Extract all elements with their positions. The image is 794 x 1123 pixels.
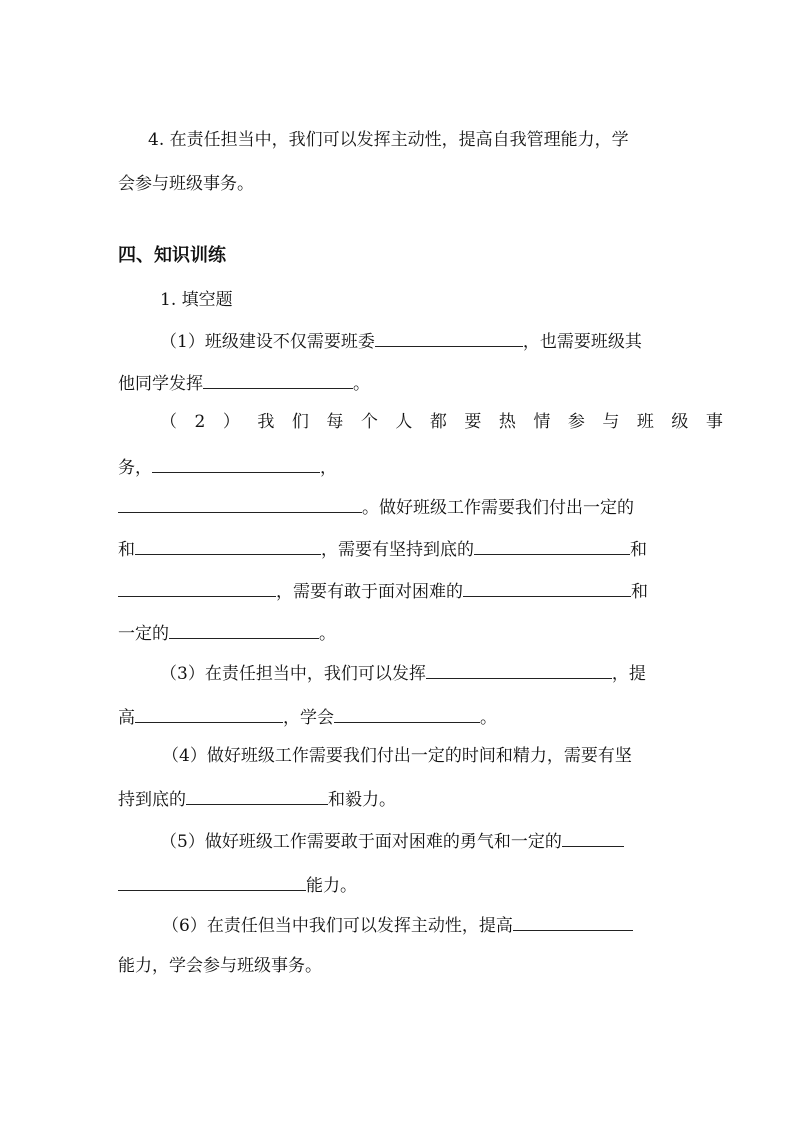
question-4-text-c: 和毅力。 xyxy=(328,790,396,810)
question-2-blank-3[interactable] xyxy=(135,536,321,555)
question-4-blank-1[interactable] xyxy=(186,786,328,805)
question-2-line-4 xyxy=(118,536,647,562)
question-5-text-a: （5）做好班级工作需要敢于面对困难的勇气和一定的 xyxy=(160,832,562,852)
question-2-line-6 xyxy=(118,620,336,646)
question-5-blank-1a[interactable] xyxy=(562,828,624,847)
question-4-line-2 xyxy=(118,786,396,812)
question-6-text-a: （6）在责任但当中我们可以发挥主动性，提高 xyxy=(162,916,513,936)
question-2-text-k: 。 xyxy=(319,624,336,644)
question-3-line-1 xyxy=(160,660,646,686)
question-3-blank-1[interactable] xyxy=(426,660,612,679)
question-3-blank-3[interactable] xyxy=(334,704,480,723)
question-1-text-b: ，也需要班级其 xyxy=(522,332,642,352)
question-2-text-c: ， xyxy=(320,458,337,478)
question-2-text-j: 一定的 xyxy=(118,624,169,644)
question-3-text-d: ，学会 xyxy=(283,708,334,728)
question-3-line-2 xyxy=(118,704,497,730)
question-2-line-3 xyxy=(118,494,634,520)
section-title: 四、知识训练 xyxy=(118,245,226,266)
question-1-line-2 xyxy=(118,370,370,396)
question-4-line-1: （4）做好班级工作需要我们付出一定的时间和精力，需要有坚 xyxy=(162,746,632,766)
question-1-blank-1[interactable] xyxy=(375,328,523,347)
question-1-text-c: 他同学发挥 xyxy=(118,374,203,394)
question-4-text-b: 持到底的 xyxy=(118,790,186,810)
question-2-blank-7[interactable] xyxy=(169,620,319,639)
question-2-text-h: ，需要有敢于面对困难的 xyxy=(276,582,463,602)
question-2-blank-1[interactable] xyxy=(152,454,320,473)
question-2-text-e: 和 xyxy=(118,540,135,560)
question-5-text-b: 能力。 xyxy=(306,876,357,896)
question-2-blank-5[interactable] xyxy=(118,578,276,597)
question-5-line-2 xyxy=(118,872,357,898)
question-2-blank-6[interactable] xyxy=(463,578,631,597)
question-2-text-g: 和 xyxy=(630,540,647,560)
point-4-line-1: 4. 在责任担当中，我们可以发挥主动性，提高自我管理能力，学 xyxy=(148,130,629,150)
question-1-blank-2[interactable] xyxy=(203,370,353,389)
question-2-text-f: ，需要有坚持到底的 xyxy=(321,540,474,560)
question-1-text-d: 。 xyxy=(353,374,370,394)
question-2-text-b: 务， xyxy=(118,458,152,478)
question-5-blank-1b[interactable] xyxy=(118,872,306,891)
question-2-line-5 xyxy=(118,578,648,604)
question-3-blank-2[interactable] xyxy=(135,704,283,723)
question-2-text-i: 和 xyxy=(631,582,648,602)
question-3-text-c: 高 xyxy=(118,708,135,728)
question-2-text-d: 。做好班级工作需要我们付出一定的 xyxy=(362,498,634,518)
question-1-text-a: （1）班级建设不仅需要班委 xyxy=(160,332,375,352)
exercise-label: 1. 填空题 xyxy=(160,290,233,310)
question-2-line-1: （2）我们每个人都要热情参与班级事 xyxy=(160,412,741,432)
question-5-line-1 xyxy=(160,828,624,854)
question-3-text-a: （3）在责任担当中，我们可以发挥 xyxy=(160,664,426,684)
point-4-line-2: 会参与班级事务。 xyxy=(118,174,254,194)
question-6-line-1 xyxy=(162,912,633,938)
question-2-line-2 xyxy=(118,454,337,480)
question-3-text-e: 。 xyxy=(480,708,497,728)
question-2-blank-4[interactable] xyxy=(474,536,630,555)
question-6-line-2: 能力，学会参与班级事务。 xyxy=(118,956,322,976)
question-3-text-b: ，提 xyxy=(611,664,646,684)
question-6-blank-1[interactable] xyxy=(513,912,633,931)
question-2-blank-2[interactable] xyxy=(118,494,362,513)
question-1-line-1 xyxy=(160,328,642,354)
